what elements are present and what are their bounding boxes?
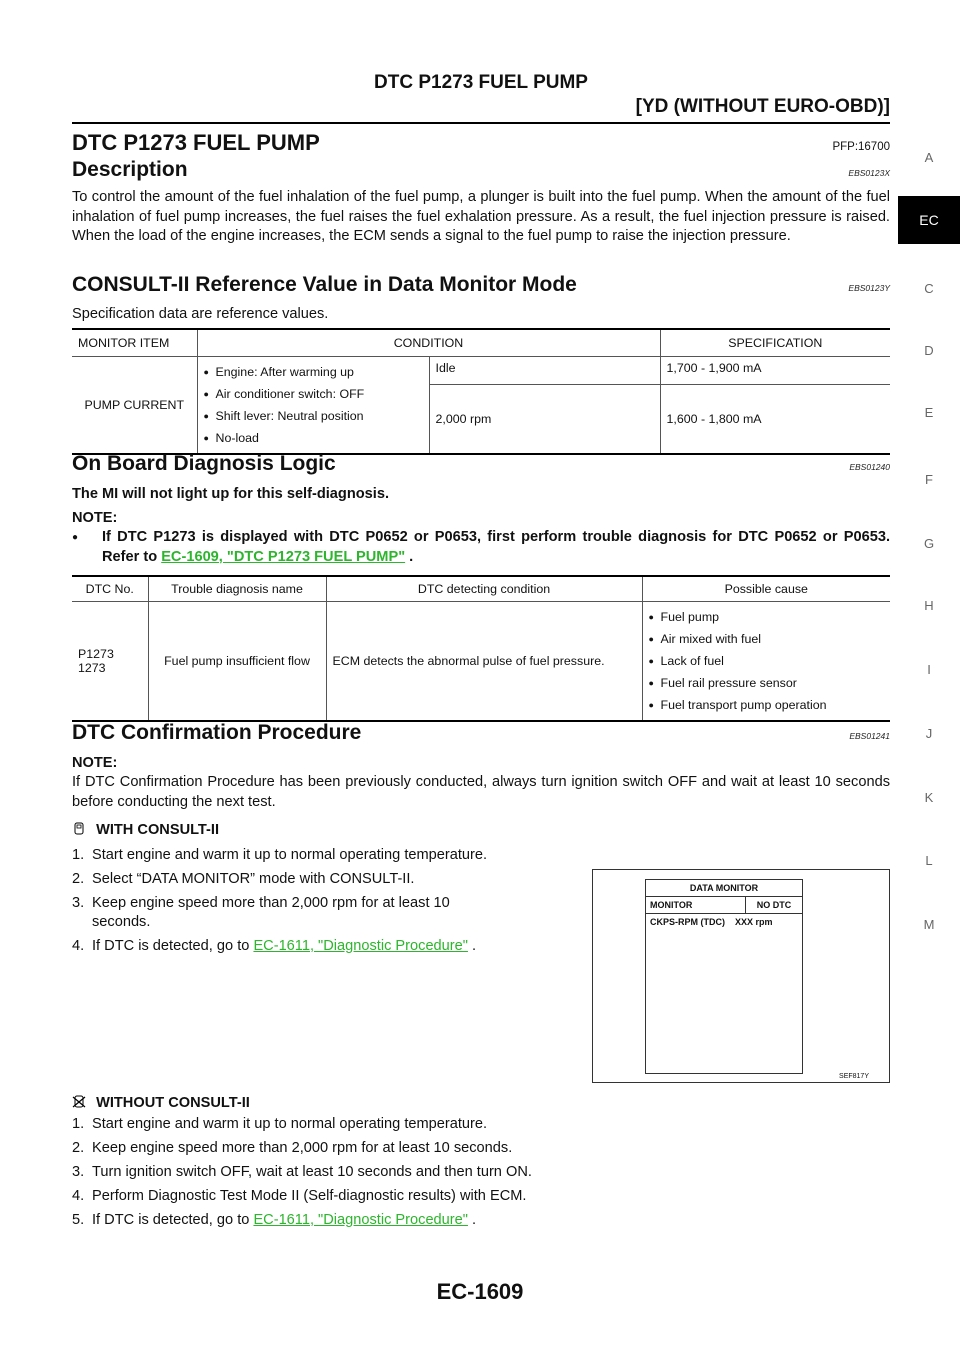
consult-code: EBS0123Y xyxy=(848,283,890,293)
list-item: ● No-load xyxy=(204,427,423,449)
mi-text: The MI will not light up for this self-diagnosis. xyxy=(72,486,390,502)
side-index-g[interactable]: G xyxy=(923,536,935,551)
consult-heading xyxy=(72,273,890,297)
list-item: ● Fuel pump xyxy=(649,606,885,628)
figure-code: SEF817Y xyxy=(839,1073,869,1080)
list-item: ● Shift lever: Neutral position xyxy=(204,405,423,427)
dtc-no-cell xyxy=(72,601,148,721)
link-ec1611[interactable]: EC-1611, "Diagnostic Procedure" xyxy=(253,938,468,954)
list-item: 3. Turn ignition switch OFF, wait at least 10 seconds and then turn ON. xyxy=(72,1164,532,1180)
side-index-l[interactable]: L xyxy=(925,853,933,868)
consult-tool-icon xyxy=(72,822,86,836)
condition-list xyxy=(204,361,423,449)
confirm-title: DTC Confirmation Procedure xyxy=(72,721,362,744)
list-item: 4. Perform Diagnostic Test Mode II (Self-diagnostic results) with ECM. xyxy=(72,1188,527,1204)
list-item: ● Fuel rail pressure sensor xyxy=(649,672,885,694)
col-possible-cause: Possible cause xyxy=(642,576,890,601)
without-consult-label-row xyxy=(72,1094,890,1114)
list-item: ● Air mixed with fuel xyxy=(649,628,885,650)
col-detecting-condition: DTC detecting condition xyxy=(326,576,642,601)
side-index-k[interactable]: K xyxy=(924,790,934,805)
dtc-table xyxy=(72,575,890,722)
possible-cause-cell xyxy=(642,601,890,721)
description-text: To control the amount of the fuel inhalation of the fuel pump, a plunger is built into the fuel pump. When the amount of the fuel inhalation of fuel pump increases, the fuel raises the fuel exhalation pressure. As a result, the fuel injection pressure is raised. When the load of the engine increases, the ECM sends a signal to the fuel pump to raise the injection pressure. xyxy=(72,189,890,244)
condition-idle: Idle xyxy=(429,356,660,384)
data-monitor-screen xyxy=(645,879,803,1074)
main-section-heading xyxy=(72,130,890,156)
confirm-note-text: If DTC Confirmation Procedure has been previously conducted, always turn ignition switch OFF and wait at least 10 seconds before conducting the next test. xyxy=(72,774,890,810)
no-consult-tool-icon xyxy=(72,1095,86,1109)
confirm-code: EBS01241 xyxy=(849,731,890,741)
data-monitor-figure xyxy=(592,869,890,1083)
side-index-c[interactable]: C xyxy=(924,281,934,296)
spec-2000rpm: 1,600 - 1,800 mA xyxy=(660,384,890,453)
obd-title: On Board Diagnosis Logic xyxy=(72,452,336,475)
obd-note xyxy=(72,528,890,567)
col-monitor-item: MONITOR ITEM xyxy=(72,329,197,356)
description-code: EBS0123X xyxy=(848,168,890,178)
dtc-code-alt: 1273 xyxy=(78,660,106,675)
side-index-e[interactable]: E xyxy=(924,405,934,420)
list-item: 3. Keep engine speed more than 2,000 rpm for at least 10 seconds. xyxy=(72,895,450,930)
consult-table xyxy=(72,328,890,455)
list-item: ● Lack of fuel xyxy=(649,650,885,672)
without-consult-steps xyxy=(72,1115,890,1235)
monitor-item-cell: PUMP CURRENT xyxy=(84,397,185,412)
obd-heading xyxy=(72,452,890,476)
side-index-j[interactable]: J xyxy=(925,726,933,741)
figure-col-nodtc: NO DTC xyxy=(756,900,792,910)
main-section-title: DTC P1273 FUEL PUMP xyxy=(72,130,320,155)
list-item: 4. If DTC is detected, go to EC-1611, "Diagnostic Procedure" . xyxy=(72,938,477,954)
description-heading xyxy=(72,158,890,182)
confirm-note-label: NOTE: xyxy=(72,755,118,771)
list-item: ● Fuel transport pump operation xyxy=(649,694,885,716)
dtc-code: P1273 xyxy=(78,646,114,661)
list-item: 2. Keep engine speed more than 2,000 rpm for at least 10 seconds. xyxy=(72,1140,513,1156)
obd-note-end: . xyxy=(409,548,414,565)
consult-note: Specification data are reference values. xyxy=(72,306,329,322)
condition-2000rpm: 2,000 rpm xyxy=(429,384,660,453)
confirm-heading xyxy=(72,721,890,745)
page-number: EC-1609 xyxy=(436,1279,524,1304)
with-consult-steps xyxy=(72,846,512,961)
obd-note-label: NOTE: xyxy=(72,510,118,526)
side-index-f[interactable]: F xyxy=(925,472,933,487)
list-item: 2. Select “DATA MONITOR” mode with CONSULT-II. xyxy=(72,871,415,887)
col-condition: CONDITION xyxy=(197,329,660,356)
figure-row: CKPS-RPM (TDC) XXX rpm xyxy=(650,917,773,927)
detecting-condition-cell: ECM detects the abnormal pulse of fuel pressure. xyxy=(326,601,642,721)
list-item: 1. Start engine and warm it up to normal operating temperature. xyxy=(72,1116,488,1132)
list-item: ● Air conditioner switch: OFF xyxy=(204,383,423,405)
col-trouble-name: Trouble diagnosis name xyxy=(148,576,326,601)
col-specification: SPECIFICATION xyxy=(660,329,890,356)
list-item: 1. Start engine and warm it up to normal operating temperature. xyxy=(72,847,488,863)
header-subtitle: [YD (WITHOUT EURO-OBD)] xyxy=(635,96,890,117)
list-item: ● Engine: After warming up xyxy=(204,361,423,383)
side-index-d[interactable]: D xyxy=(924,343,934,358)
trouble-name-cell: Fuel pump insufficient flow xyxy=(148,601,326,721)
figure-col-monitor: MONITOR xyxy=(646,897,746,913)
list-item: 5. If DTC is detected, go to EC-1611, "Diagnostic Procedure" . xyxy=(72,1212,477,1228)
consult-title: CONSULT-II Reference Value in Data Monitor Mode xyxy=(72,273,577,296)
link-ec1611-b[interactable]: EC-1611, "Diagnostic Procedure" xyxy=(253,1212,468,1228)
figure-header-row xyxy=(646,897,802,914)
link-ec1609[interactable]: EC-1609, "DTC P1273 FUEL PUMP" xyxy=(161,548,406,565)
side-index-i[interactable]: I xyxy=(927,662,931,677)
description-title: Description xyxy=(72,158,188,181)
side-index-ec[interactable]: EC xyxy=(898,196,960,244)
with-consult-label: WITH CONSULT-II xyxy=(96,822,220,838)
spec-idle: 1,700 - 1,900 mA xyxy=(660,356,890,384)
figure-title: DATA MONITOR xyxy=(646,880,802,897)
cause-list xyxy=(649,606,885,716)
header-title: DTC P1273 FUEL PUMP xyxy=(374,72,588,93)
obd-code: EBS01240 xyxy=(849,462,890,472)
col-dtc-no: DTC No. xyxy=(72,576,148,601)
obd-note-text: If DTC P1273 is displayed with DTC P0652 or P0653, first perform trouble diagnosis for DTC P0652 or P0653. Refer to xyxy=(102,529,890,565)
condition-list-cell xyxy=(197,356,429,454)
side-index-h[interactable]: H xyxy=(924,598,934,613)
with-consult-label-row xyxy=(72,821,890,841)
header-rule xyxy=(72,122,890,124)
side-index-a[interactable]: A xyxy=(924,150,934,165)
bullet-icon: ● xyxy=(72,532,79,543)
without-consult-label: WITHOUT CONSULT-II xyxy=(96,1095,250,1111)
part-code: PFP:16700 xyxy=(832,141,890,153)
side-index-m[interactable]: M xyxy=(923,917,935,932)
